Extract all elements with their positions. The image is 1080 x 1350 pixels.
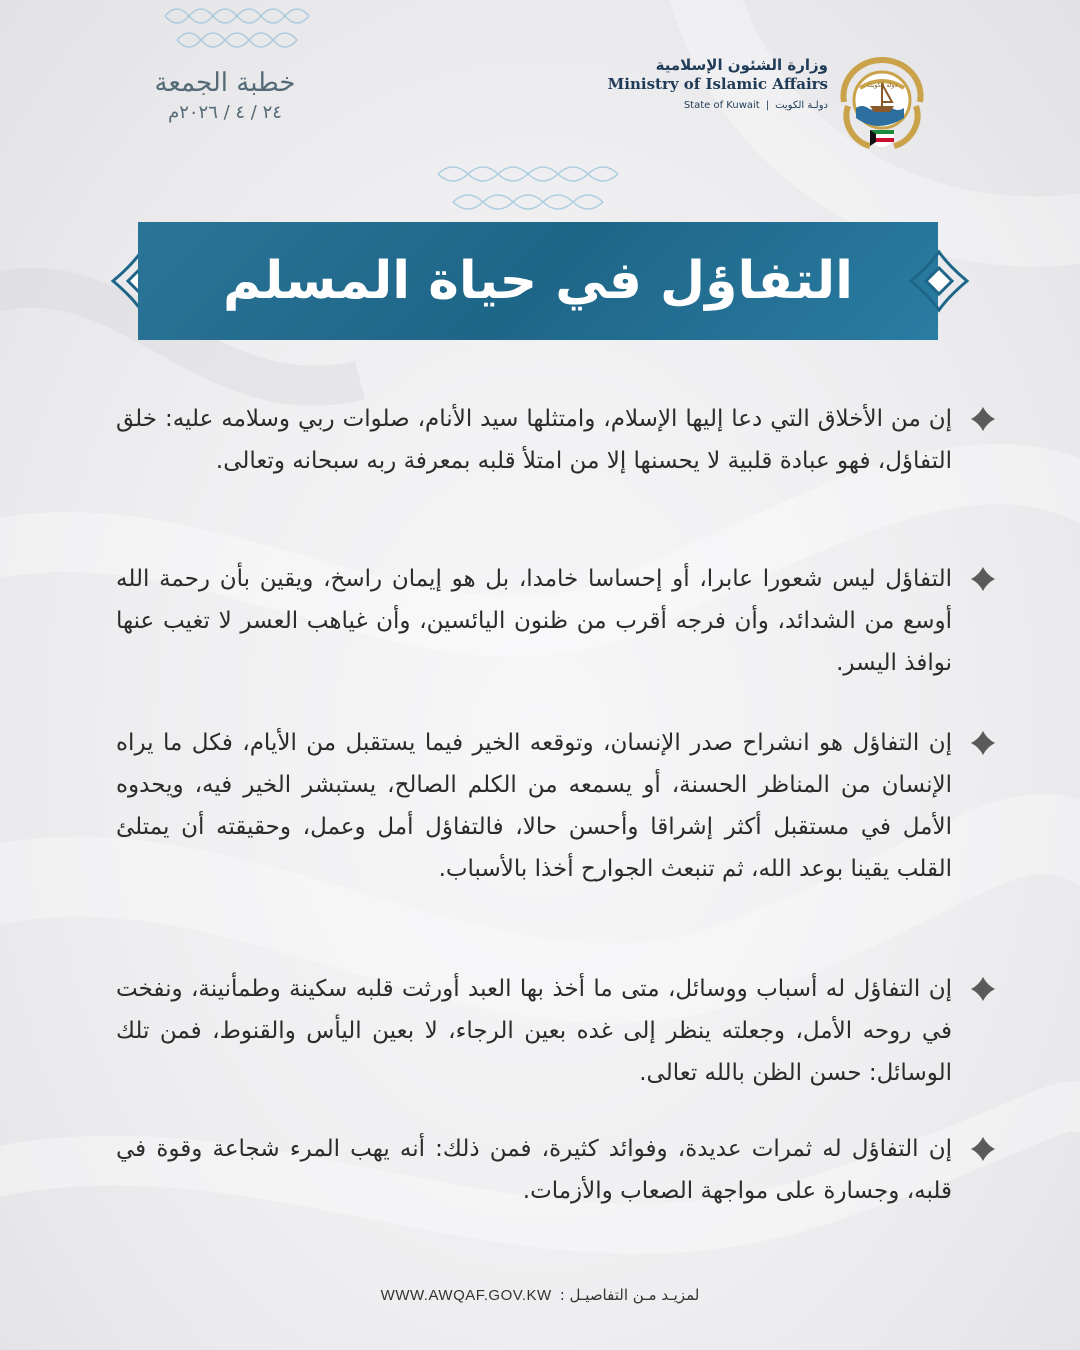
state-name-ar: دولـة الكويت bbox=[775, 100, 828, 111]
paragraph-1 bbox=[110, 398, 1000, 482]
banner-lattice-ornament bbox=[438, 158, 618, 220]
paragraph-text: إن التفاؤل له أسباب ووسائل، متى ما أخذ بها العبد أورثت قلبه سكينة وطمأنينة، ونفخت في روحه الأمل، وجعلته ينظر إلى غده بعين الرجاء، لا بعين اليأس والقنوط، فمن تلك الوسائل: حسن الظن بالله تعالى. bbox=[116, 976, 952, 1086]
paragraph-text: إن التفاؤل هو انشراح صدر الإنسان، وتوقعه الخير فيما يستقبل من الأيام، فكل ما يراه الإنسان من المناظر الحسنة، أو يسمعه من الكلم الصالح، يستبشر الخير فيه، ويحدوه الأمل في مستقبل أكثر إشراقا وأحسن حالا، فالتفاؤل أمل وعمل، وحقيقته أن يمتلئ القلب يقينا بوعد الله، ثم تنبعث الجوارح أخذا بالأسباب. bbox=[116, 730, 952, 882]
diamond-bullet-icon bbox=[966, 406, 1000, 432]
paragraph-3 bbox=[110, 722, 1000, 890]
ministry-name-en: Ministry of Islamic Affairs bbox=[607, 75, 828, 93]
banner-right-ornament bbox=[904, 246, 974, 316]
kuwait-emblem-icon bbox=[834, 52, 930, 160]
diamond-bullet-icon bbox=[966, 566, 1000, 592]
more-details-label: لمزيـد مـن التفاصيـل : bbox=[559, 1286, 700, 1304]
paragraph-4 bbox=[110, 968, 1000, 1094]
paragraph-text: التفاؤل ليس شعورا عابرا، أو إحساسا خامدا، بل هو إيمان راسخ، ويقين بأن رحمة الله أوسع من الشدائد، وأن فرجه أقرب من ظنون اليائسين، وأن غياهب العسر لا تغيب عنها نوافذ اليسر. bbox=[116, 566, 952, 676]
khutbah-label: خطبة الجمعة bbox=[154, 68, 296, 98]
paragraph-text: إن التفاؤل له ثمرات عديدة، وفوائد كثيرة، فمن ذلك: أنه يهب المرء شجاعة وقوة في قلبه، وجسارة على مواجهة الصعاب والأزمات. bbox=[116, 1136, 952, 1204]
page-title: التفاؤل في حياة المسلم bbox=[223, 251, 853, 311]
diamond-bullet-icon bbox=[966, 730, 1000, 756]
paragraph-5 bbox=[110, 1128, 1000, 1212]
top-lattice-ornament bbox=[165, 0, 315, 62]
website-link[interactable]: WWW.AWQAF.GOV.KW bbox=[380, 1286, 552, 1304]
ministry-header bbox=[588, 56, 828, 114]
paragraph-text: إن من الأخلاق التي دعا إليها الإسلام، وامتثلها سيد الأنام، صلوات ربي وسلامه عليه: خلق التفاؤل، فهو عبادة قلبية لا يحسنها إلا من امتلأ قلبه بمعرفة ربه سبحانه وتعالى. bbox=[116, 406, 952, 474]
state-line bbox=[588, 98, 828, 114]
footer bbox=[0, 1286, 1080, 1304]
khutbah-date: ٢٤ / ٤ / ٢٠٢٦م bbox=[168, 102, 282, 123]
paragraph-2 bbox=[110, 558, 1000, 684]
diamond-bullet-icon bbox=[966, 1136, 1000, 1162]
state-separator: | bbox=[765, 100, 770, 111]
ministry-name-ar: وزارة الشئون الإسلامية bbox=[655, 56, 828, 74]
title-banner bbox=[138, 222, 938, 340]
emblem-text: دولة الكويت bbox=[867, 82, 897, 89]
diamond-bullet-icon bbox=[966, 976, 1000, 1002]
khutbah-header bbox=[130, 66, 320, 126]
state-name-en: State of Kuwait bbox=[683, 100, 760, 111]
